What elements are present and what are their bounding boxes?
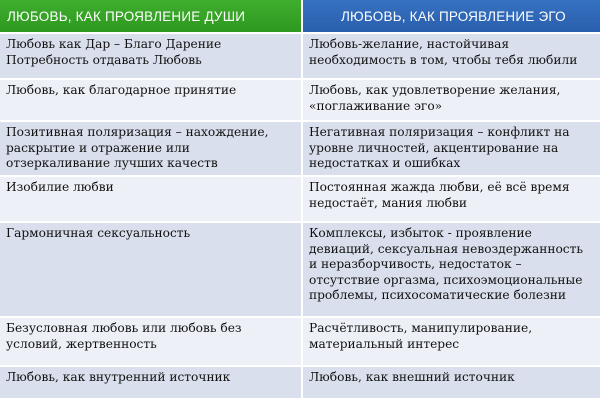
cell-line: условий, жертвенность bbox=[6, 336, 157, 351]
cell-line: необходимость в том, чтобы тебя любили bbox=[309, 52, 578, 67]
cell-line: уровне личностей, акцентирование на bbox=[309, 140, 559, 155]
ego-cell bbox=[303, 223, 600, 318]
soul-cell bbox=[0, 223, 303, 318]
soul-cell bbox=[0, 318, 303, 367]
cell-line: Постоянная жажда любви, её всё время bbox=[309, 180, 570, 194]
cell-line: Потребность отдавать Любовь bbox=[6, 52, 202, 67]
soul-cell bbox=[0, 122, 303, 177]
cell-line: Любовь, как внутренний источник bbox=[6, 370, 231, 384]
cell-line: «поглаживание эго» bbox=[309, 98, 443, 113]
cell-line: Любовь, как удовлетворение желания, bbox=[309, 83, 561, 97]
cell-line: Комплексы, избыток - проявление bbox=[309, 226, 532, 240]
cell-line: Позитивная поляризация – нахождение, bbox=[6, 125, 269, 139]
cell-line: Любовь как Дар – Благо Дарение bbox=[6, 37, 222, 51]
header-ego: ЛЮБОВЬ, КАК ПРОЯВЛЕНИЕ ЭГО bbox=[303, 0, 600, 34]
cell-line: Негативная поляризация – конфликт на bbox=[309, 125, 570, 139]
cell-line: отзеркаливание лучших качеств bbox=[6, 156, 218, 170]
ego-cell bbox=[303, 122, 600, 177]
soul-cell bbox=[0, 80, 303, 122]
cell-line: материальный интерес bbox=[309, 336, 460, 351]
cell-line: Любовь-желание, настойчивая bbox=[309, 37, 510, 51]
cell-line: Безусловная любовь или любовь без bbox=[6, 321, 242, 335]
cell-line: Изобилие любви bbox=[6, 180, 114, 194]
cell-line: недостаёт, мания любви bbox=[309, 195, 467, 210]
cell-line: и неразборчивость, недостаток – bbox=[309, 257, 522, 271]
cell-line: Гармоничная сексуальность bbox=[6, 226, 191, 240]
cell-line: отсутствие оргазма, психоэмоциональные bbox=[309, 272, 583, 287]
header-soul: ЛЮБОВЬ, КАК ПРОЯВЛЕНИЕ ДУШИ bbox=[0, 0, 303, 34]
cell-line: недостатках и ошибках bbox=[309, 156, 461, 170]
cell-line: девиаций, сексуальная невоздержанность bbox=[309, 241, 584, 256]
ego-cell bbox=[303, 177, 600, 223]
cell-line: раскрытие и отражение или bbox=[6, 140, 190, 155]
cell-line: Расчётливость, манипулирование, bbox=[309, 321, 533, 335]
ego-cell bbox=[303, 318, 600, 367]
cell-line: проблемы, психосоматические болезни bbox=[309, 288, 566, 302]
soul-cell bbox=[0, 177, 303, 223]
soul-cell bbox=[0, 367, 303, 400]
ego-cell bbox=[303, 80, 600, 122]
cell-line: Любовь, как внешний источник bbox=[309, 370, 515, 384]
ego-cell bbox=[303, 367, 600, 400]
cell-line: Любовь, как благодарное принятие bbox=[6, 83, 237, 97]
ego-cell bbox=[303, 34, 600, 80]
soul-cell bbox=[0, 34, 303, 80]
